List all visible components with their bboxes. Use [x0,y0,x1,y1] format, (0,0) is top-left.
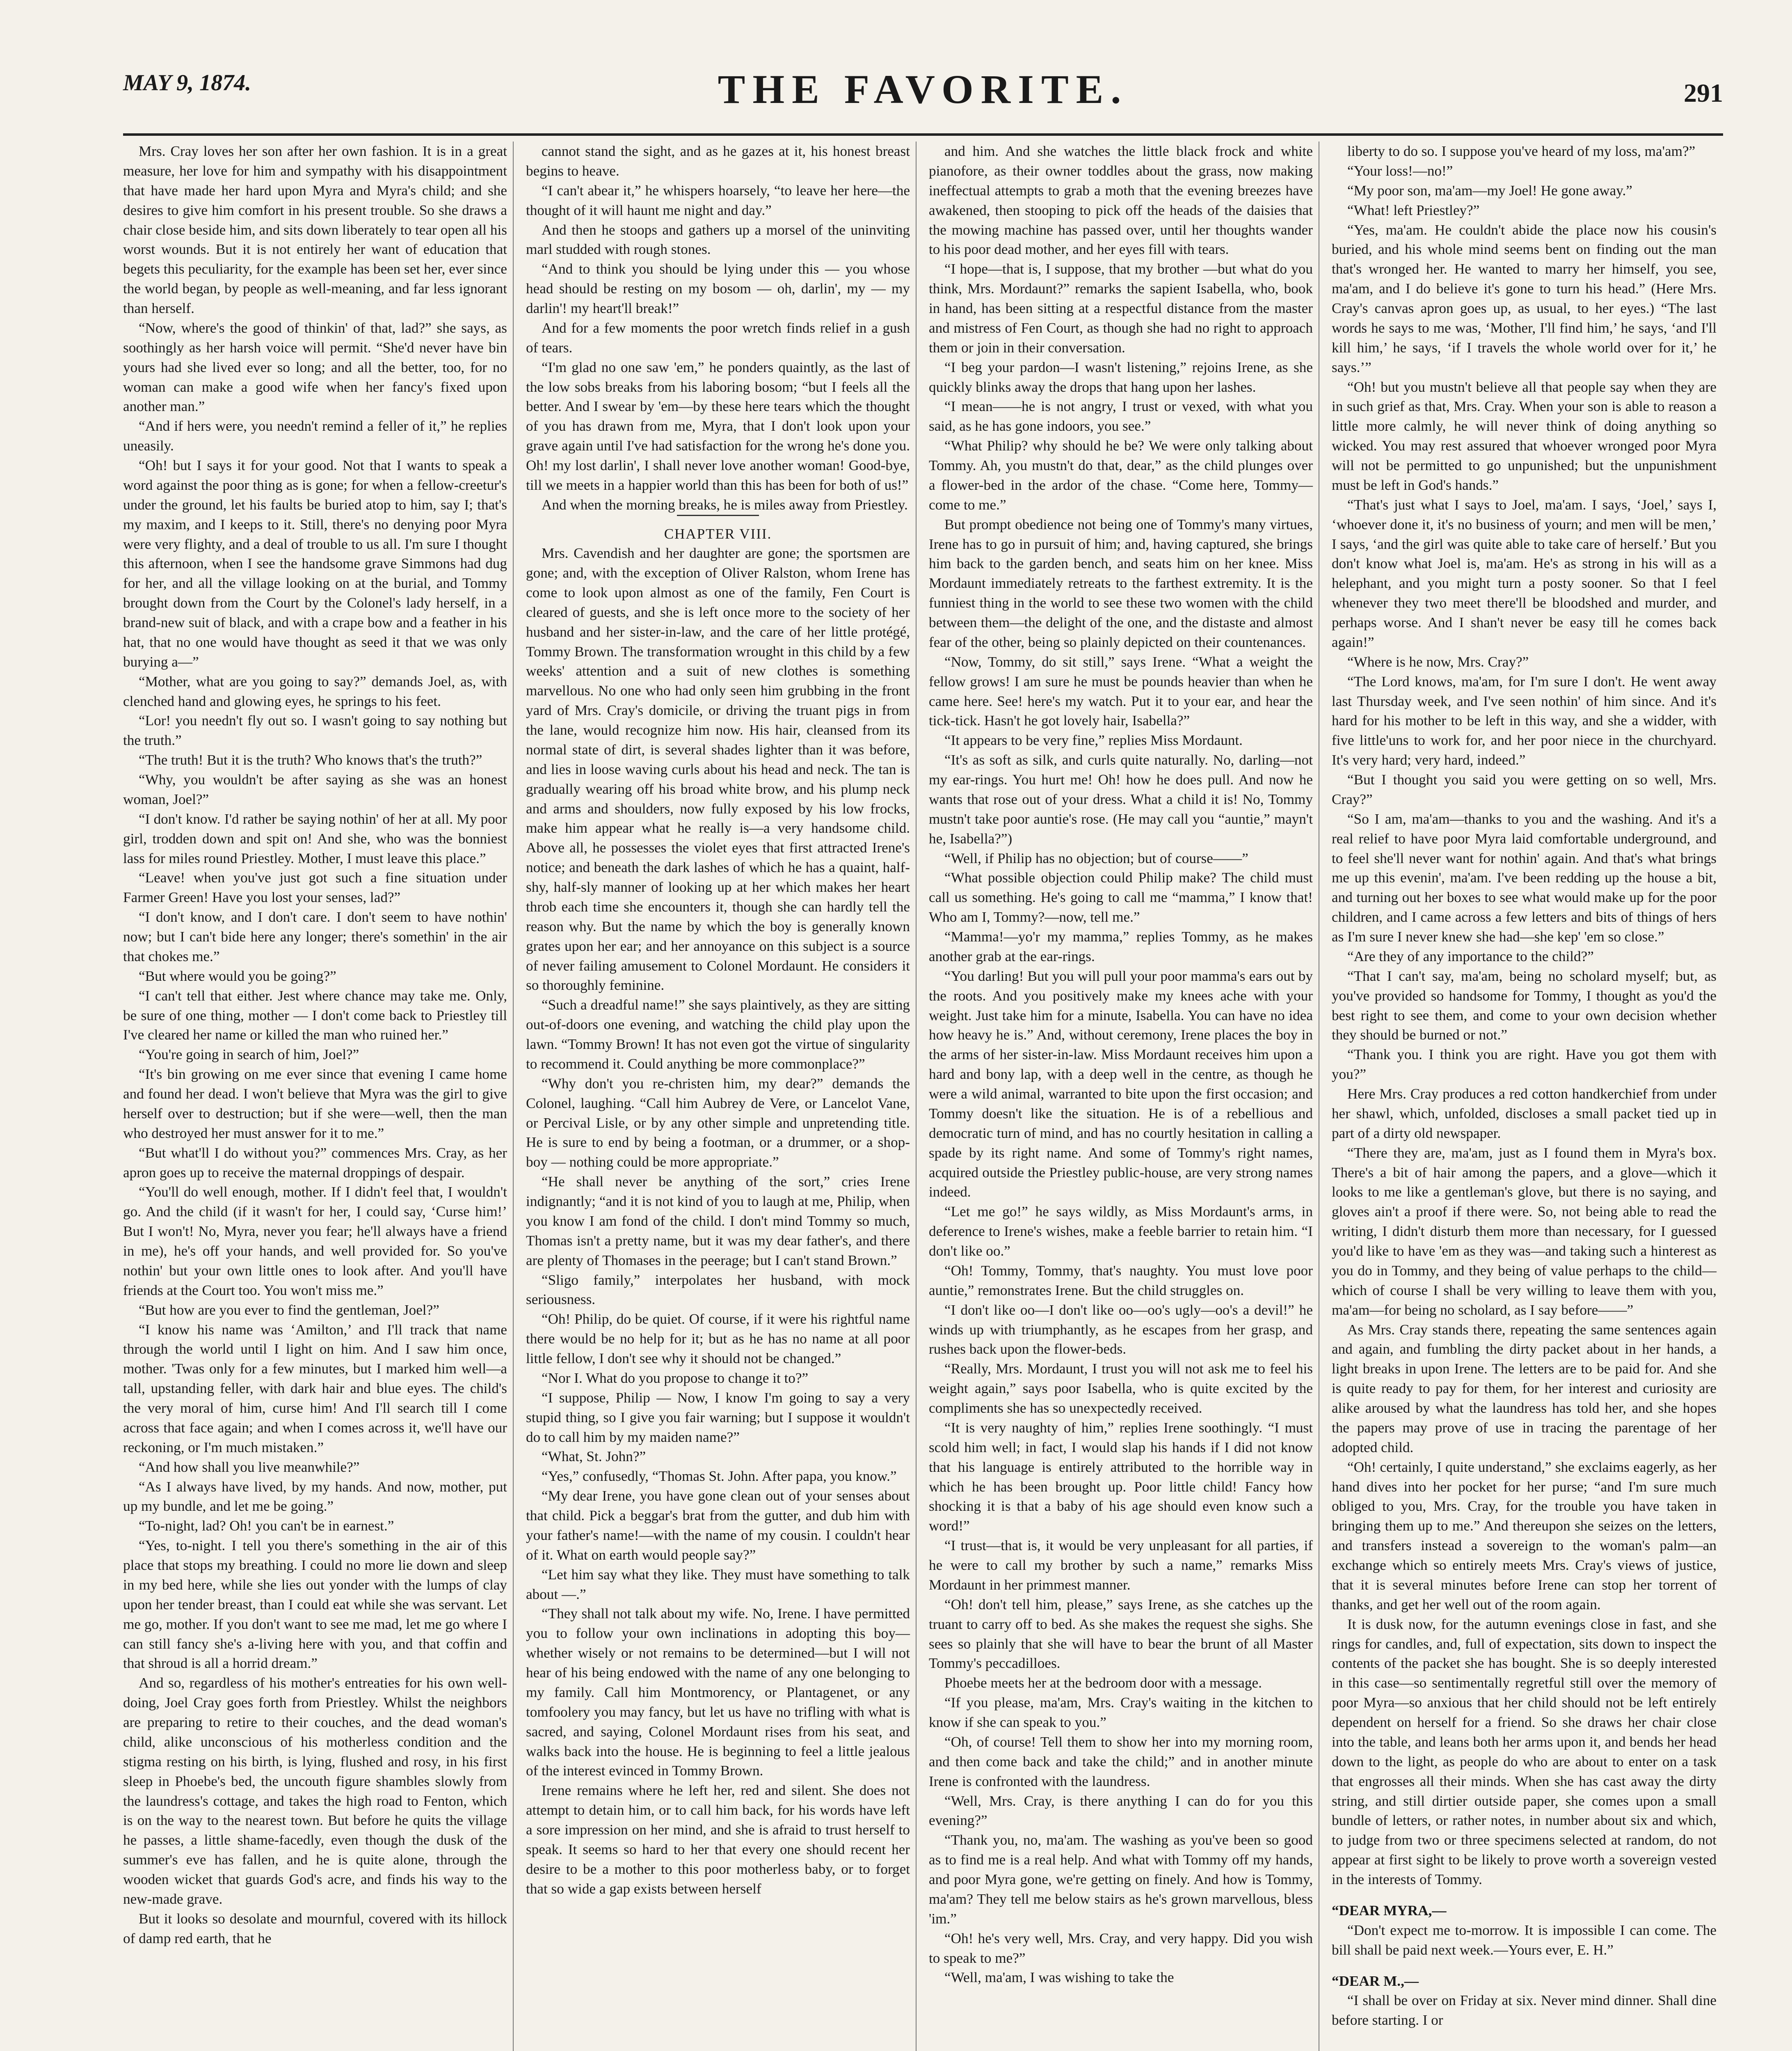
paragraph: “Oh! but you mustn't believe all that people say when they are in such grief as that, Mrs. Cray. When your son is able to reason a little more calmly, he will never think of doing anything so wicked. You may rest assured that whoever wronged poor Myra will not be permitted to go unpunished; but the unpunishment must be left in God's hands.” [1332,379,1717,493]
paragraph: “Why, you wouldn't be after saying as she was an honest woman, Joel?” [123,772,507,807]
paragraph: “Oh! don't tell him, please,” says Irene, as she catches up the truant to carry off to bed. As she makes the request she sighs. She sees so plainly that she will have to bear the brunt of all Master Tommy's peccadilloes. [929,1596,1313,1672]
paragraph: “And if hers were, you needn't remind a feller of it,” he replies uneasily. [123,418,507,454]
paragraph: “Let him say what they like. They must have something to talk about —.” [526,1566,910,1602]
paragraph: “You darling! But you will pull your poor mamma's ears out by the roots. And you positively make my knees ache with your weight. Just take him for a minute, Isabella. You can have no idea how heavy he is.” And, without ceremony, Irene places the boy in the arms of her sister-in-law. Miss Mordaunt receives him upon a hard and bony lap, with a deep well in the centre, as though he were a wild animal, warranted to bite upon the first occasion; and Tommy doesn't like the situation. He is of a rebellious and democratic turn of mind, and has no courtly hesitation in calling a spade by its right name. And some of Tommy's right names, acquired outside the Priestley public-house, are very strong names indeed. [929,968,1313,1200]
issue-date: MAY 9, 1874. [123,70,251,96]
paragraph: “And to think you should be lying under this — you whose head should be resting on my bosom — oh, darlin', my — my darlin'! my heart'll break!” [526,261,910,316]
paragraph: “But where would you be going?” [139,968,336,984]
paragraph: and him. And she watches the little black frock and white pianofore, as their owner toddles about the grass, now making ineffectual attempts to grab a moth that the evening breezes have awakened, then stooping to pick off the heads of the daisies that the mowing machine has passed over, until her thoughts wander to his poor dead mother, and her eyes fill with tears. [929,143,1313,258]
chapter-heading: CHAPTER VIII. [526,515,910,544]
paragraph: “Leave! when you've just got such a fine situation under Farmer Green! Have you lost your senses, lad?” [123,870,507,906]
paragraph: “I don't know, and I don't care. I don't seem to have nothin' now; but I can't bide here any longer; there's somethin' in the air that chokes me.” [123,909,507,964]
paragraph: “Why don't you re-christen him, my dear?” demands the Colonel, laughing. “Call him Aubrey de Vere, or Lancelot Vane, or Percival Lisle, or by any other simple and unpretending title. He is sure to end by being a footman, or a drummer, or a shop-boy — nothing could be more appropriate.” [526,1075,910,1170]
paragraph: “Thank you. I think you are right. Have you got them with you?” [1332,1046,1717,1083]
paragraph: “I mean——he is not angry, I trust or vexed, with what you said, as he has gone indoors, you see.” [929,398,1313,434]
paragraph: “Well, Mrs. Cray, is there anything I can do for you this evening?” [929,1793,1313,1829]
column-4 [1332,142,1722,2051]
paragraph: “It is very naughty of him,” replies Irene soothingly. “I must scold him well; in fact, I would slap his hands if I did not know that his language is entirely attributed to the horrible way in which he has been brought up. Poor little child! Fancy how shocking it is that a baby of his age should even know such a word!” [929,1419,1313,1534]
paragraph: It is dusk now, for the autumn evenings close in fast, and she rings for candles, and, full of expectation, sits down to inspect the contents of the packet she has bought. She is so deeply interested in this case—so sentimentally regretful still over the memory of poor Myra—so anxious that her child should not be left entirely dependent on herself for a friend. So she draws her chair close into the table, and leans both her arms upon it, and bends her head down to the light, as people do who are about to enter on a task that engrosses all their minds. When she has cast away the dirty string, and still dirtier outside paper, she comes upon a small bundle of letters, or rather notes, in number about six and which, to judge from two or three specimens selected at random, do not appear at first sight to be likely to prove worth a sovereign vested in the interests of Tommy. [1332,1616,1717,1887]
paragraph: “I know his name was ‘Amilton,’ and I'll track that name through the world until I light on him. And I saw him once, mother. 'Twas only for a few minutes, but I marked him well—a tall, upstanding feller, with dark hair and blue eyes. The child's the very moral of him, curse him! And I'll search till I come across that face again; and when I comes across it, we'll have our reckoning, or I'm much mistaken.” [123,1321,507,1455]
letter-salutation: “DEAR M.,— [1332,1973,1419,1989]
paragraph: “I shall be over on Friday at six. Never mind dinner. Shall dine before starting. I or [1332,1992,1717,2028]
paragraph: “My dear Irene, you have gone clean out of your senses about that child. Pick a beggar's brat from the gutter, and dub him with your father's name!—with the name of my cousin. I couldn't hear of it. What on earth would people say?” [526,1488,910,1563]
paragraph: And so, regardless of his mother's entreaties for his own well-doing, Joel Cray goes forth from Priestley. Whilst the neighbors are preparing to retire to their couches, and the dead woman's child, alike unconscious of his motherless condition and the stigma resting on his birth, is lying, flushed and rosy, in his first sleep in Phoebe's bed, the uncouth figure shambles slowly from the laundress's cottage, and takes the high road to Fenton, which is on the way to the nearest town. But before he quits the village he passes, a little shame-facedly, even though the dusk of the summer's eve has fallen, and he is quite alone, through the wooden wicket that guards God's acre, and finds his way to the new-made grave. [123,1675,507,1907]
paragraph: “Oh! Tommy, Tommy, that's naughty. You must love poor auntie,” remonstrates Irene. But the child struggles on. [929,1262,1313,1298]
paragraph: “There they are, ma'am, just as I found them in Myra's box. There's a bit of hair among the papers, and a glove—which it looks to me like a gentleman's glove, but there is no saying, and gloves ain't a proof if there were. So, not being able to read the writing, I didn't disturb them more than necessary, for I guessed you'd like to have 'em as they was—and taking such a hinterest as you do in Tommy, and they being of value perhaps to the child—which of course I shall be very willing to leave them with you, ma'am—for being no scholard, as I say before——” [1332,1144,1717,1318]
paragraph: “What! left Priestley?” [1347,202,1480,218]
paragraph: “They shall not talk about my wife. No, Irene. I have permitted you to follow your own inclinations in adopting this boy—whether wisely or not remains to be determined—but I will not hear of his being endowed with the name of any one belonging to my family. Call him Montmorency, or Plantagenet, or any tomfoolery you may fancy, but let us have no trifling with what is sacred, and saying, Colonel Mordaunt rises from his seat, and walks back into the house. He is beginning to feel a little jealous of the interest evinced in Tommy Brown. [526,1606,910,1779]
paragraph: “So I am, ma'am—thanks to you and the washing. And it's a real relief to have poor Myra laid comfortable underground, and to feel she'll never want for nothin' again. And that's what brings me up this evenin', ma'am. I've been redding up the house a bit, and turning out her boxes to see what would make up for the poor children, and I came across a few letters and bits of things of hers as I'm sure I never knew she had—she kep' 'em so close.” [1332,811,1717,945]
paragraph: “He shall never be anything of the sort,” cries Irene indignantly; “and it is not kind of you to laugh at me, Philip, when you know I am fond of the child. I don't mind Tommy so much, Thomas isn't a pretty name, but it was my dear father's, and there are plenty of Thomases in the peerage; but I can't stand Brown.” [526,1174,910,1268]
paragraph: “I hope—that is, I suppose, that my brother —but what do you think, Mrs. Mordaunt?” remarks the sapient Isabella, who, book in hand, has been sitting at a respectful distance from the master and mistress of Fen Court, as though she had no right to approach them or join in their conversation. [929,261,1313,356]
paragraph: “The truth! But it is the truth? Who knows that's the truth?” [139,752,482,768]
paragraph: “Yes,” confusedly, “Thomas St. John. After papa, you know.” [542,1468,897,1485]
page-number: 291 [1684,78,1723,107]
paragraph: liberty to do so. I suppose you've heard of my loss, ma'am?” [1347,143,1696,159]
paragraph: “I don't know. I'd rather be saying nothin' of her at all. My poor girl, trodden down and spit on! And she, who was the bonniest lass for miles round Priestley. Mother, I must leave this place.” [123,811,507,866]
paragraph: “Oh! he's very well, Mrs. Cray, and very happy. Did you wish to speak to me?” [929,1930,1313,1966]
paragraph: “Lor! you needn't fly out so. I wasn't going to say nothing but the truth.” [123,713,507,749]
column-2 [526,142,917,2051]
paragraph: “What, St. John?” [542,1448,646,1465]
paragraph: “As I always have lived, by my hands. And now, mother, put up my bundle, and let me be going.” [123,1478,507,1514]
paragraph: “Really, Mrs. Mordaunt, I trust you will not ask me to feel his weight again,” says poor Isabella, who is quite excited by the compliments she has so unexpectedly received. [929,1361,1313,1416]
paragraph: “I don't like oo—I don't like oo—oo's ugly—oo's a devil!” he winds up with triumphantly, as he escapes from her grasp, and rushes back upon the flower-beds. [929,1302,1313,1357]
paragraph: “I'm glad no one saw 'em,” he ponders quaintly, as the last of the low sobs breaks from his laboring bosom; “but I feels all the better. And I swear by 'em—by these here tears which the thought of you has drawn from me, Myra, that I don't look upon your grave again until I've had satisfaction for the wrong he's done you. Oh! my lost darlin', I shall never love another woman! Good-bye, till we meets in a happier world than this has been for both of us!” [526,359,910,493]
paragraph: “That's just what I says to Joel, ma'am. I says, ‘Joel,’ says I, ‘whoever done it, it's no business of yourn; and men will be men,’ I says, ‘and the girl was quite able to take care of herself.’ But you don't know what Joel is, ma'am. He's as strong in his will as a helephant, and you might turn a posty sooner. So that I feel whenever they two meet there'll be bloodshed and murder, and perhaps worse. And I shan't never be easy till he comes back again!” [1332,496,1717,650]
paragraph: “Oh, of course! Tell them to show her into my morning room, and then come back and take the child;” and in another minute Irene is confronted with the laundress. [929,1734,1313,1789]
paragraph: “You're going in search of him, Joel?” [139,1046,359,1063]
paragraph: But prompt obedience not being one of Tommy's many virtues, Irene has to go in pursuit of him; and, having captured, she brings him back to the garden bench, and seats him on her knee. Miss Mordaunt immediately retreats to the farthest extremity. It is the funniest thing in the world to see these two women with the child between them—the delight of the one, and the distaste and almost fear of the other, being so plainly depicted on their countenances. [929,516,1313,650]
paragraph: “To-night, lad? Oh! you can't be in earnest.” [139,1518,394,1534]
paragraph: “Well, ma'am, I was wishing to take the [944,1969,1174,1986]
paragraph: “What Philip? why should he be? We were only talking about Tommy. Ah, you mustn't do that, dear,” as the child plunges over a flower-bed in the ardor of the chase. “Come here, Tommy—come to me.” [929,438,1313,513]
paragraph: “Sligo family,” interpolates her husband, with mock seriousness. [526,1272,910,1308]
paragraph: Mrs. Cavendish and her daughter are gone; the sportsmen are gone; and, with the exception of Oliver Ralston, whom Irene has come to look upon almost as one of the family, Fen Court is cleared of guests, and she is left once more to the society of her husband and her sister-in-law, and the care of her little protégé, Tommy Brown. The transformation wrought in this child by a few weeks' attention and a suit of new clothes is something marvellous. No one who had only seen him grubbing in the front yard of Mrs. Cray's domicile, or driving the truant pigs in from the lane, would recognize him now. His hair, cleansed from its normal state of dirt, is several shades lighter than it was before, and lies in loose waving curls about his head and neck. The tan is gradually wearing off his broad white brow, and his plump neck and arms and shoulders, now fully exposed by his low frocks, make him appear what he really is—a very handsome child. Above all, he possesses the violet eyes that first attracted Irene's notice; and beneath the dark lashes of which he has a quaint, half-shy, half-sly manner of looking up at her which makes her heart throb each time she encounters it, though she can hardly tell the reason why. But the name by which the boy is generally known grates upon her ear; and her annoyance on this subject is a source of never failing amusement to Colonel Mordaunt. He considers it so thoroughly feminine. [526,545,910,994]
paragraph: “Mamma!—yo'r my mamma,” replies Tommy, as he makes another grab at the ear-rings. [929,929,1313,964]
paragraph: “If you please, ma'am, Mrs. Cray's waiting in the kitchen to know if she can speak to you.” [929,1695,1313,1730]
paragraph: “Thank you, no, ma'am. The washing as you've been so good as to find me is a real help. And what with Tommy off my hands, and poor Myra gone, we're getting on finely. And how is Tommy, ma'am? They tell me below stairs as he's grown marvellous, bless 'im.” [929,1832,1313,1927]
column-1 [123,142,514,2051]
paragraph: And then he stoops and gathers up a morsel of the uninviting marl studded with rough stones. [526,222,910,258]
paragraph: “Nor I. What do you propose to change it to?” [542,1370,809,1386]
paragraph: “Are they of any importance to the child?” [1347,948,1594,964]
paragraph: “Now, where's the good of thinkin' of that, lad?” she says, as soothingly as her harsh voice will permit. “She'd never have bin yours had she lived ever so long; and all the better, too, for no woman can make a good wife when her fancy's fixed upon another man.” [123,320,507,415]
paragraph: “Oh! Philip, do be quiet. Of course, if it were his rightful name there would be no help for it; but as he has no name at all poor little fellow, I don't see why it should not be changed.” [526,1311,910,1367]
paragraph: And when the morning breaks, he is miles away from Priestley. [542,496,908,513]
paragraph: “I can't tell that either. Jest where chance may take me. Only, be sure of one thing, mother — I don't come back to Priestley till I've cleared her name or killed the man who ruined her.” [123,987,507,1043]
paragraph: “But what'll I do without you?” commences Mrs. Cray, as her apron goes up to receive the maternal droppings of despair. [123,1144,507,1181]
paragraph: “That I can't say, ma'am, being no scholard myself; but, as you've provided so handsome for Tommy, I thought as you'd the best right to see them, and come to your own decision whether they should be burned or not.” [1332,968,1717,1043]
paragraph: “But how are you ever to find the gentleman, Joel?” [139,1302,439,1318]
paragraph: “I suppose, Philip — Now, I know I'm going to say a very stupid thing, so I give you fair warning; but I suppose it wouldn't do to call him by my maiden name?” [526,1389,910,1445]
paragraph: “Yes, ma'am. He couldn't abide the place now his cousin's buried, and his whole mind seems bent on finding out the man that's wronged her. He wanted to marry her himself, you see, ma'am, and I do believe it's gone to turn his head.” (Here Mrs. Cray's canvas apron goes up, as usual, to her eyes.) “The last words he says to me was, ‘Mother, I'll find him,’ he says, ‘and I'll kill him,’ he says, ‘if I travels the whole world over for it,’ he says.’” [1332,222,1717,375]
paragraph: Phoebe meets her at the bedroom door with a message. [944,1675,1262,1691]
column-3 [929,142,1319,2051]
paragraph: “I can't abear it,” he whispers hoarsely, “to leave her here—the thought of it will haunt me night and day.” [526,182,910,218]
paragraph: “It's as soft as silk, and curls quite naturally. No, darling—not my ear-rings. You hurt me! Oh! how he does pull. And now he wants that rose out of your dress. What a child it is! No, Tommy mustn't take poor auntie's rose. (He may call you “auntie,” mayn't he, Isabella?”) [929,752,1313,847]
paragraph: Irene remains where he left her, red and silent. She does not attempt to detain him, or to call him back, for his words have left a sore impression on her mind, and she is afraid to trust herself to speak. It seems so hard to her that every one should recent her desire to be a mother to this poor motherless baby, or to forget that so wide a gap exists between herself [526,1782,910,1897]
masthead-title: THE FAVORITE. [718,66,1129,112]
paragraph: “My poor son, ma'am—my Joel! He gone away.” [1347,182,1632,199]
paragraph: “You'll do well enough, mother. If I didn't feel that, I wouldn't go. And the child (if it wasn't for her, I could say, ‘Curse him!’ But I won't! No, Myra, never you fear; he'll always have a friend in me), he's off your hands, and well provided for. So you've nothin' but your own little ones to look after. And you'll have friends at the Court too. You won't miss me.” [123,1184,507,1298]
paragraph: As Mrs. Cray stands there, repeating the same sentences again and again, and fumbling the dirty packet about in her hands, a light breaks in upon Irene. The letters are to be paid for. And she is quite ready to pay for them, for her interest and curiosity are alike aroused by what the laundress has told her, and she hopes the papers may prove of use in tracing the parentage of her adopted child. [1332,1321,1717,1455]
paragraph: And for a few moments the poor wretch finds relief in a gush of tears. [526,320,910,356]
paragraph: “Mother, what are you going to say?” demands Joel, as, with clenched hand and glowing eyes, he springs to his feet. [123,673,507,709]
paragraph: “It appears to be very fine,” replies Miss Mordaunt. [944,732,1243,749]
paragraph: “It's bin growing on me ever since that evening I came home and found her dead. I won't believe that Myra was the girl to give herself over to destruction; but if she were—well, then the man who destroyed her must answer for it to me.” [123,1066,507,1141]
page-header [123,62,1723,135]
paragraph: Here Mrs. Cray produces a red cotton handkerchief from under her shawl, which, unfolded, discloses a small packet tied up in part of a dirty old newspaper. [1332,1086,1717,1141]
paragraph: “What possible objection could Philip make? The child must call us something. He's going to call me “mamma,” I know that! Who am I, Tommy?—now, tell me.” [929,870,1313,925]
paragraph: “Oh! but I says it for your good. Not that I wants to speak a word against the poor thing as is gone; for when a fellow-creetur's under the ground, let his faults be buried atop to him, say I; that's my maxim, and I keeps to it. Still, there's no denying poor Myra were very flighty, and a deal of trouble to us all. I'm sure I thought this afternoon, when I see the handsome grave Simmons had dug for her, and all the village looking on at the burial, and Tommy brought down from the Court by the Colonel's lady herself, in a brand-new suit of black, and with a crape bow and a feather in his hat, that no one would have thought as seed it that we was only burying a—” [123,457,507,670]
paragraph: “Your loss!—no!” [1347,162,1453,179]
paragraph: But it looks so desolate and mournful, covered with its hillock of damp red earth, that he [123,1910,507,1946]
paragraph: “Where is he now, Mrs. Cray?” [1347,653,1529,670]
paragraph: “Now, Tommy, do sit still,” says Irene. “What a weight the fellow grows! I am sure he must be pounds heavier than when he came here. See! here's my watch. Put it to your ear, and hear the tick-tick. Hasn't he got lovely hair, Isabella?” [929,653,1313,729]
paragraph: “I beg your pardon—I wasn't listening,” rejoins Irene, as she quickly blinks away the drops that hang upon her lashes. [929,359,1313,395]
paragraph: “Yes, to-night. I tell you there's something in the air of this place that stops my breathing. I could no more lie down and sleep in my bed here, while she lies out yonder with the lumps of clay upon her tender breast, than I could eat while she was servant. Let me go, mother. If you don't want to see me mad, let me go where I can still fancy she's a-living here with you, and that coffin and that shroud is all a horrid dream.” [123,1537,507,1672]
paragraph: “Don't expect me to-morrow. It is impossible I can come. The bill shall be paid next week.—Yours ever, E. H.” [1332,1922,1717,1958]
paragraph: “Well, if Philip has no objection; but of course——” [944,850,1248,866]
header-rule [123,133,1723,136]
paragraph: cannot stand the sight, and as he gazes at it, his honest breast begins to heave. [526,143,910,179]
text-columns [123,142,1723,2051]
paragraph: “And how shall you live meanwhile?” [139,1459,360,1475]
paragraph: “I trust—that is, it would be very unpleasant for all parties, if he were to call my brother by such a name,” remarks Miss Mordaunt in her primmest manner. [929,1537,1313,1593]
paragraph: “Oh! certainly, I quite understand,” she exclaims eagerly, as her hand dives into her pocket for her purse; “and I'm sure much obliged to you, Mrs. Cray, for the trouble you have taken in bringing them up to me.” And thereupon she seizes on the letters, and transfers instead a sovereign to the woman's palm—an exchange which so entirely meets Mrs. Cray's views of justice, that it is several minutes before Irene can stop her torrent of thanks, and get her well out of the room again. [1332,1459,1717,1612]
paragraph: “Such a dreadful name!” she says plaintively, as they are sitting out-of-doors one evening, and watching the child play upon the lawn. “Tommy Brown! It has not even got the virtue of singularity to recommend it. Could anything be more commonplace?” [526,997,910,1072]
paragraph: “The Lord knows, ma'am, for I'm sure I don't. He went away last Thursday week, and I've seen nothin' of him since. And it's hard for his mother to be left in this way, and she a widder, with five little'uns to work for, and her poor niece in the churchyard. It's very hard; very hard, indeed.” [1332,673,1717,768]
paragraph: “But I thought you said you were getting on so well, Mrs. Cray?” [1332,772,1717,807]
paragraph: Mrs. Cray loves her son after her own fashion. It is in a great measure, her love for him and sympathy with his disappointment that have made her hard upon Myra and Myra's child; and she desires to give him comfort in his present trouble. So she draws a chair close beside him, and sits down liberately to tear open all his worst wounds. But it is not entirely her want of education that begets this peculiarity, for the example has been set her, ever since the world began, by people as well-meaning, and far less ignorant than herself. [123,143,507,316]
paragraph: “Let me go!” he says wildly, as Miss Mordaunt's arms, in deference to Irene's wishes, make a feeble barrier to retain him. “I don't like oo.” [929,1204,1313,1259]
letter-salutation: “DEAR MYRA,— [1332,1902,1447,1919]
